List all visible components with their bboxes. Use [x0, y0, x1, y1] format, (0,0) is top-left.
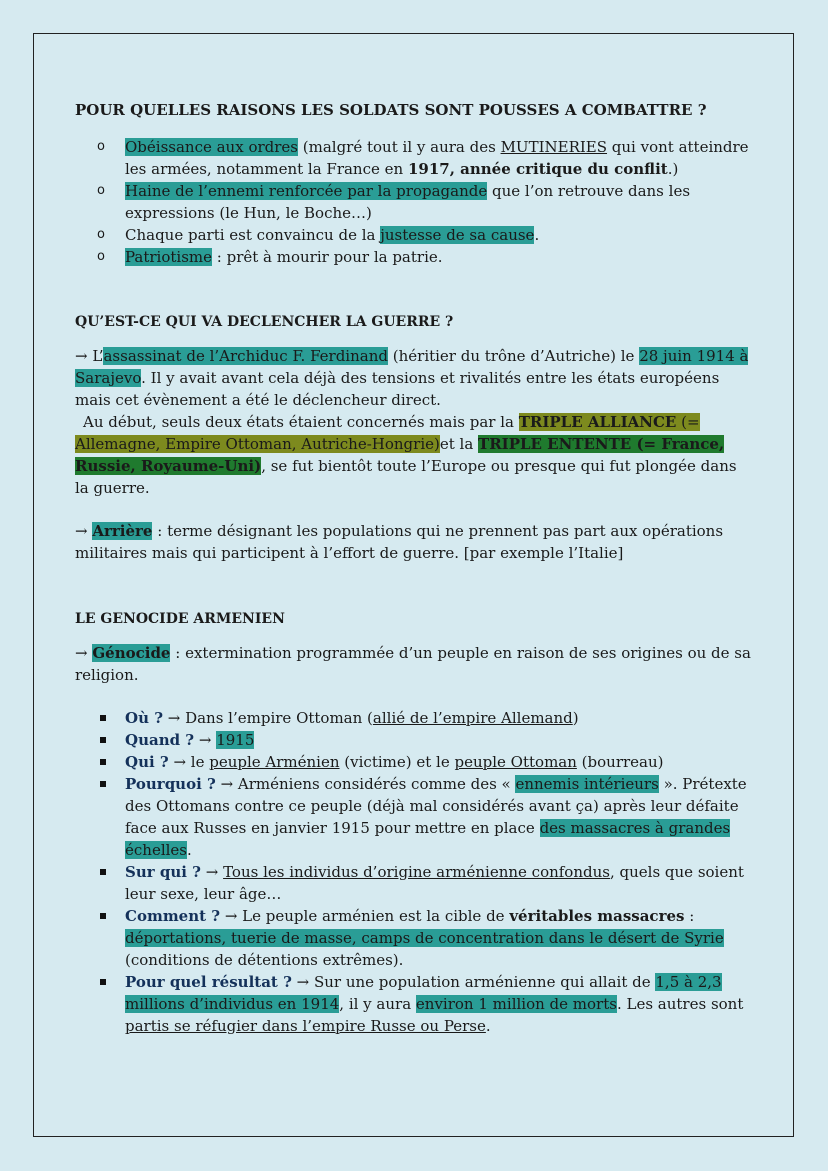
text: → Dans l’empire Ottoman (	[162, 709, 373, 727]
question-ou: Où ?	[125, 709, 163, 727]
list-item	[75, 246, 755, 268]
highlight-patriotisme: Patriotisme	[125, 248, 213, 266]
text: et la	[439, 435, 479, 453]
highlight-triple-alliance: TRIPLE ALLIANCE	[518, 413, 677, 431]
highlight-justesse: justesse de sa cause	[380, 226, 535, 244]
list-genocide	[75, 707, 755, 1037]
text: (malgré tout il y aura des	[298, 138, 501, 156]
text: : terme désignant les populations qui ne prennent pas part aux opérations militaires mais qui participent à l’effort de guerre. [par exemple l’Italie]	[75, 522, 724, 562]
question-comment: Comment ?	[125, 907, 221, 925]
text: , il y aura	[339, 995, 416, 1013]
text: que l’on retrouve dans les expressions (le Hun, le Boche…)	[125, 182, 691, 222]
underline-allie: allié de l’empire Allemand	[372, 709, 573, 727]
list-item	[75, 136, 755, 180]
bold-massacres: véritables massacres	[509, 907, 685, 925]
text: → le	[168, 753, 210, 771]
list-item	[75, 224, 755, 246]
list-item-comment	[75, 905, 755, 971]
text: .	[187, 841, 192, 859]
heading-genocide-armenien: LE GENOCIDE ARMENIEN	[75, 611, 285, 627]
text: (conditions de détentions extrêmes).	[125, 951, 404, 969]
text: → Le peuple arménien est la cible de	[220, 907, 510, 925]
text: →	[75, 522, 93, 540]
heading-raisons-combattre: POUR QUELLES RAISONS LES SOLDATS SONT POUSSES A COMBATTRE ?	[75, 101, 707, 119]
paragraph-genocide-definition	[75, 642, 755, 686]
list-item	[75, 180, 755, 224]
question-sur-qui: Sur qui ?	[125, 863, 201, 881]
underline-peuple-armenien: peuple Arménien	[209, 753, 340, 771]
highlight-arriere: Arrière	[92, 522, 153, 540]
text: → L’	[75, 347, 104, 365]
text: (victime) et le	[339, 753, 455, 771]
text: . Il y avait avant cela déjà des tensions et rivalités entre les états européens mais cet évènement a été le déclencheur direct.	[75, 369, 720, 409]
text: →	[200, 863, 224, 881]
list-item-pourquoi	[75, 773, 755, 861]
highlight-massacres: des massacres à grandes échelles	[125, 819, 731, 859]
question-quand: Quand ?	[125, 731, 195, 749]
text: , quels que soient leur sexe, leur âge…	[125, 863, 744, 903]
underline-mutineries: MUTINERIES	[500, 138, 608, 156]
text: →	[75, 644, 93, 662]
text: . Les autres sont	[616, 995, 744, 1013]
text: : prêt à mourir pour la patrie.	[212, 248, 443, 266]
text: (héritier du trône d’Autriche) le	[387, 347, 640, 365]
text: )	[572, 709, 579, 727]
text: : extermination programmée d’un peuple en raison de ses origines ou de sa religion.	[75, 644, 751, 684]
highlight-assassinat: assassinat de l’Archiduc F. Ferdinand	[103, 347, 388, 365]
text: :	[684, 907, 695, 925]
underline-individus: Tous les individus d’origine arménienne confondus	[223, 863, 610, 881]
text: , se fut bientôt toute l’Europe ou presque qui fut plongée dans la guerre.	[75, 457, 737, 497]
question-qui: Qui ?	[125, 753, 169, 771]
list-item-sur-qui	[75, 861, 755, 905]
text: → Arméniens considérés comme des «	[215, 775, 516, 793]
highlight-haine: Haine de l’ennemi renforcée par la propagande	[125, 182, 488, 200]
text: Chaque parti est convaincu de la	[125, 226, 381, 244]
heading-declencher-guerre: QU’EST-CE QUI VA DECLENCHER LA GUERRE ?	[75, 314, 454, 330]
highlight-deportations: déportations, tuerie de masse, camps de concentration dans le désert de Syrie	[125, 929, 724, 947]
bold-1917: 1917, année critique du conflit	[407, 160, 668, 178]
list-raisons	[75, 136, 755, 268]
text: qui vont atteindre les armées, notamment la France en	[125, 138, 749, 178]
text: .	[485, 1017, 491, 1035]
highlight-ennemis-interieurs: ennemis intérieurs	[515, 775, 659, 793]
highlight-morts: environ 1 million de morts	[415, 995, 617, 1013]
question-pourquoi: Pourquoi ?	[125, 775, 216, 793]
paragraph-arriere	[75, 520, 755, 564]
highlight-1915: 1915	[216, 731, 255, 749]
highlight-alliance-members: (= Allemagne, Empire Ottoman, Autriche-Hongrie)	[75, 413, 700, 453]
text: →	[194, 731, 217, 749]
list-item-ou	[75, 707, 755, 729]
list-item-qui	[75, 751, 755, 773]
highlight-population: 1,5 à 2,3 millions d’individus en 1914	[125, 973, 722, 1013]
paragraph-assassinat	[75, 345, 755, 411]
text: ». Prétexte des Ottomans contre ce peuple (déjà mal considérés avant ça) après leur défaite face aux Russes en janvier 1915 pour mettre en place	[125, 775, 747, 837]
text: → Sur une population arménienne qui allait de	[291, 973, 656, 991]
list-item-quand	[75, 729, 755, 751]
paragraph-alliances	[75, 411, 755, 499]
highlight-entente-members: (= France, Russie, Royaume-Uni)	[75, 435, 725, 475]
text: (bourreau)	[576, 753, 664, 771]
highlight-genocide: Génocide	[92, 644, 171, 662]
text: .	[534, 226, 540, 244]
underline-refugies: partis se réfugier dans l’empire Russe ou Perse	[125, 1017, 486, 1035]
list-item-resultat	[75, 971, 755, 1037]
highlight-obeissance: Obéissance aux ordres	[125, 138, 298, 156]
text: .)	[667, 160, 679, 178]
underline-peuple-ottoman: peuple Ottoman	[454, 753, 577, 771]
highlight-date-lieu: 28 juin 1914 à Sarajevo	[75, 347, 749, 387]
highlight-triple-entente: TRIPLE ENTENTE	[478, 435, 632, 453]
text: Au début, seuls deux états étaient concernés mais par la	[83, 413, 519, 431]
question-resultat: Pour quel résultat ?	[125, 973, 292, 991]
